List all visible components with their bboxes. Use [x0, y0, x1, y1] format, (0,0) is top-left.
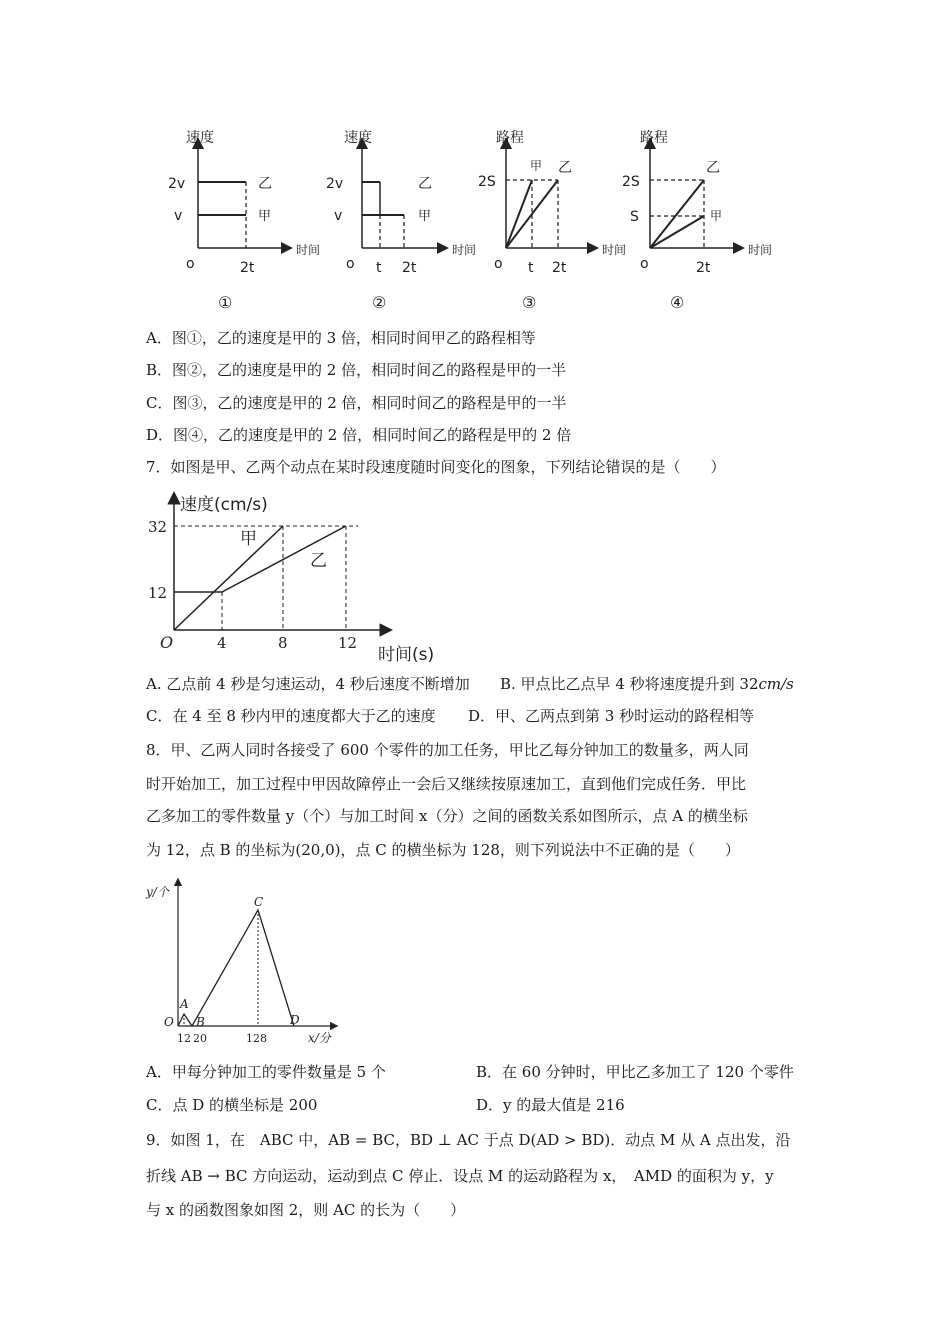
q9-line-2: 折线 AB → BC 方向运动，运动到点 C 停止．设点 M 的运动路程为 x， AMD 的面积为 y，y	[146, 1167, 774, 1185]
q8-graph	[140, 876, 340, 1050]
graph-3-xtick-t: t	[528, 260, 534, 276]
q7-option-c: C．在 4 至 8 秒内甲的速度都大于乙的速度	[146, 707, 436, 725]
graph-3-ylabel: 路程	[496, 130, 524, 146]
q7-series-jia: 甲	[240, 529, 257, 549]
graph-3-xtick-2t: 2t	[552, 260, 567, 276]
graph-3	[478, 130, 626, 312]
q7-series-jia-line	[174, 526, 283, 630]
q8-point-o: O	[164, 1015, 174, 1029]
graph-2-xtick-t: t	[376, 260, 382, 276]
graph-2-xlabel: 时间	[452, 243, 477, 257]
q8-point-b: B	[196, 1015, 205, 1029]
graph-3-series-b: 乙	[558, 160, 572, 176]
q8-xtick-12: 12	[177, 1032, 191, 1045]
q7-series-yi: 乙	[310, 551, 327, 571]
q8-option-d: D．y 的最大值是 216	[476, 1096, 625, 1114]
q8-option-a: A．甲每分钟加工的零件数量是 5 个	[146, 1063, 386, 1081]
graph-1	[168, 129, 320, 312]
q8-line-3: 乙多加工的零件数量 y（个）与加工时间 x（分）之间的函数关系如图所示，点 A 的横坐标	[146, 807, 748, 825]
q8-line-4: 为 12，点 B 的坐标为(20,0)，点 C 的横坐标为 128，则下列说法中不正确的是（ ）	[146, 841, 740, 859]
graph-2-xtick-2t: 2t	[402, 260, 417, 276]
graph-3-series-a: 甲	[530, 159, 543, 173]
graph-4-xtick: 2t	[696, 260, 711, 276]
q8-point-a: A	[180, 997, 189, 1011]
graph-1-xlabel: 时间	[296, 243, 321, 257]
q7-xlabel: 时间(s)	[378, 645, 435, 665]
q7-option-b-unit: cm/s	[758, 675, 794, 693]
graph-1-series-b: 乙	[258, 176, 272, 192]
graph-3-y-hi: 2S	[478, 174, 496, 190]
q7-ylabel: 速度(cm/s)	[180, 495, 268, 515]
q6-option-a: A．图①，乙的速度是甲的 3 倍，相同时间甲乙的路程相等	[146, 329, 536, 347]
graph-4	[622, 130, 772, 312]
graph-4-caption: ④	[670, 293, 685, 312]
graph-1-y-lo: v	[174, 208, 183, 224]
q7-ytick-12: 12	[148, 584, 168, 602]
q8-xlabel: x/分	[308, 1031, 331, 1045]
graph-1-xtick: 2t	[240, 260, 255, 276]
q7-option-d: D．甲、乙两点到第 3 秒时运动的路程相等	[468, 707, 755, 725]
q7-xtick-4: 4	[217, 634, 227, 652]
graph-1-series-a: 甲	[258, 209, 272, 224]
graph-2-ylabel: 速度	[344, 130, 372, 146]
graph-2-series-b: 乙	[418, 176, 432, 192]
graph-4-ylabel: 路程	[640, 130, 668, 146]
q7-option-b	[500, 674, 794, 694]
graph-2-origin: o	[346, 256, 355, 272]
graph-2-series-a: 甲	[418, 209, 432, 224]
graph-2-y-lo: v	[334, 208, 343, 224]
graph-2	[326, 129, 476, 312]
q8-line-2: 时开始加工，加工过程中甲因故障停止一会后又继续按原速加工，直到他们完成任务．甲比	[146, 775, 747, 793]
q8-point-d: D	[290, 1013, 300, 1027]
q8-line-1: 8．甲、乙两人同时各接受了 600 个零件的加工任务，甲比乙每分钟加工的数量多，两人同	[146, 741, 749, 759]
graph-4-y-lo: S	[630, 209, 639, 225]
graph-4-origin: o	[640, 256, 649, 272]
q7-stem: 7．如图是甲、乙两个动点在某时段速度随时间变化的图象，下列结论错误的是（ ）	[146, 458, 726, 476]
q8-option-b: B．在 60 分钟时，甲比乙多加工了 120 个零件	[476, 1063, 794, 1081]
q6-option-b: B．图②，乙的速度是甲的 2 倍，相同时间乙的路程是甲的一半	[146, 361, 567, 379]
q9-line-1: 9．如图 1，在 ABC 中，AB = BC，BD ⊥ AC 于点 D(AD > BD)．动点 M 从 A 点出发，沿	[146, 1131, 791, 1149]
graph-2-caption: ②	[372, 293, 387, 312]
graph-4-xlabel: 时间	[748, 243, 773, 257]
graph-2-y-hi: 2v	[326, 176, 344, 192]
q7-option-a: A. 乙点前 4 秒是匀速运动，4 秒后速度不断增加	[146, 675, 470, 693]
graph-3-origin: o	[494, 256, 503, 272]
graph-3-xlabel: 时间	[602, 243, 627, 257]
q6-option-c: C．图③，乙的速度是甲的 2 倍，相同时间乙的路程是甲的一半	[146, 394, 567, 412]
q7-origin: O	[160, 633, 174, 652]
graph-4-series-b: 乙	[706, 160, 720, 176]
graph-1-caption: ①	[218, 293, 233, 312]
q8-xtick-128: 128	[246, 1032, 267, 1045]
q7-xtick-12: 12	[338, 634, 358, 652]
graph-1-ylabel: 速度	[186, 130, 214, 146]
graph-3-caption: ③	[522, 293, 537, 312]
graph-1-origin: o	[186, 256, 195, 272]
graph-4-series-a: 甲	[710, 209, 723, 223]
top-graphs	[150, 120, 790, 320]
q8-point-c: C	[254, 895, 264, 909]
q8-xtick-20: 20	[193, 1032, 207, 1045]
q7-option-b-text: B. 甲点比乙点早 4 秒将速度提升到 32	[500, 675, 759, 693]
q7-xtick-8: 8	[278, 634, 288, 652]
graph-1-y-hi: 2v	[168, 176, 186, 192]
q8-ylabel: y/个	[146, 885, 169, 899]
q7-ytick-32: 32	[148, 518, 168, 536]
q6-option-d: D．图④，乙的速度是甲的 2 倍，相同时间乙的路程是甲的 2 倍	[146, 426, 572, 444]
graph-4-y-hi: 2S	[622, 174, 640, 190]
q9-line-3: 与 x 的函数图象如图 2，则 AC 的长为（ ）	[146, 1201, 466, 1219]
q7-graph	[140, 488, 460, 668]
q8-function-line	[178, 910, 294, 1026]
q8-option-c: C．点 D 的横坐标是 200	[146, 1096, 318, 1114]
